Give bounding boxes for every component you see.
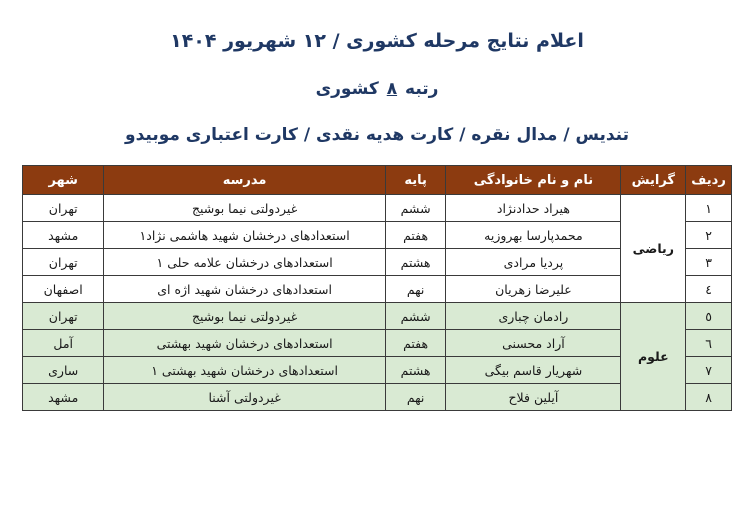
rank-prefix: رتبه: [399, 79, 439, 99]
cell-paye: ششم: [385, 195, 445, 222]
prizes-line: تندیس / مدال نقره / کارت هدیه نقدی / کارت اعتباری موبیدو: [125, 125, 629, 145]
table-header-row: [23, 166, 732, 195]
cell-radif: ٧: [686, 357, 732, 384]
header-name: نام و نام خانوادگی: [446, 166, 621, 195]
headings-block: [0, 0, 754, 145]
header-city: شهر: [23, 166, 104, 195]
cell-name: علیرضا زهریان: [446, 276, 621, 303]
cell-paye: ششم: [385, 303, 445, 330]
cell-radif: ٨: [686, 384, 732, 411]
cell-name: پردیا مرادی: [446, 249, 621, 276]
cell-name: آراد محسنی: [446, 330, 621, 357]
cell-name: آیلین فلاح: [446, 384, 621, 411]
cell-gerayesh-math: ریاضی: [621, 195, 686, 303]
table-row: [23, 195, 732, 222]
cell-city: آمل: [23, 330, 104, 357]
cell-school: استعدادهای درخشان شهید بهشتی: [104, 330, 386, 357]
header-paye: پایه: [385, 166, 445, 195]
table-body: [23, 195, 732, 411]
rank-line: [0, 79, 754, 99]
cell-paye: هفتم: [385, 330, 445, 357]
cell-name: محمدپارسا بهروزیه: [446, 222, 621, 249]
cell-radif: ٣: [686, 249, 732, 276]
table-row: [23, 303, 732, 330]
cell-city: مشهد: [23, 384, 104, 411]
results-table-wrapper: [0, 165, 754, 411]
cell-school: استعدادهای درخشان شهید هاشمی نژاد۱: [104, 222, 386, 249]
page-title: اعلام نتایج مرحله کشوری / ۱۲ شهریور ۱۴۰۴: [170, 30, 584, 52]
cell-city: ساری: [23, 357, 104, 384]
cell-name: رادمان چباری: [446, 303, 621, 330]
cell-city: اصفهان: [23, 276, 104, 303]
cell-school: استعدادهای درخشان علامه حلی ۱: [104, 249, 386, 276]
cell-paye: هشتم: [385, 249, 445, 276]
cell-school: استعدادهای درخشان شهید بهشتی ۱: [104, 357, 386, 384]
cell-city: مشهد: [23, 222, 104, 249]
cell-gerayesh-science: علوم: [621, 303, 686, 411]
cell-city: تهران: [23, 249, 104, 276]
cell-radif: ١: [686, 195, 732, 222]
cell-school: غیردولتی نیما بوشیج: [104, 303, 386, 330]
results-table: [22, 165, 732, 411]
cell-radif: ٥: [686, 303, 732, 330]
cell-paye: هفتم: [385, 222, 445, 249]
table-header: [23, 166, 732, 195]
cell-radif: ٢: [686, 222, 732, 249]
rank-suffix: کشوری: [315, 79, 385, 99]
cell-radif: ٤: [686, 276, 732, 303]
cell-school: غیردولتی آشنا: [104, 384, 386, 411]
cell-city: تهران: [23, 195, 104, 222]
header-radif: ردیف: [686, 166, 732, 195]
rank-number: ۸: [386, 79, 398, 99]
cell-school: غیردولتی نیما بوشیج: [104, 195, 386, 222]
cell-name: شهریار قاسم بیگی: [446, 357, 621, 384]
cell-paye: هشتم: [385, 357, 445, 384]
cell-name: هیراد حدادنژاد: [446, 195, 621, 222]
cell-paye: نهم: [385, 276, 445, 303]
cell-school: استعدادهای درخشان شهید اژه ای: [104, 276, 386, 303]
cell-radif: ٦: [686, 330, 732, 357]
cell-city: تهران: [23, 303, 104, 330]
header-gerayesh: گرایش: [621, 166, 686, 195]
header-school: مدرسه: [104, 166, 386, 195]
cell-paye: نهم: [385, 384, 445, 411]
